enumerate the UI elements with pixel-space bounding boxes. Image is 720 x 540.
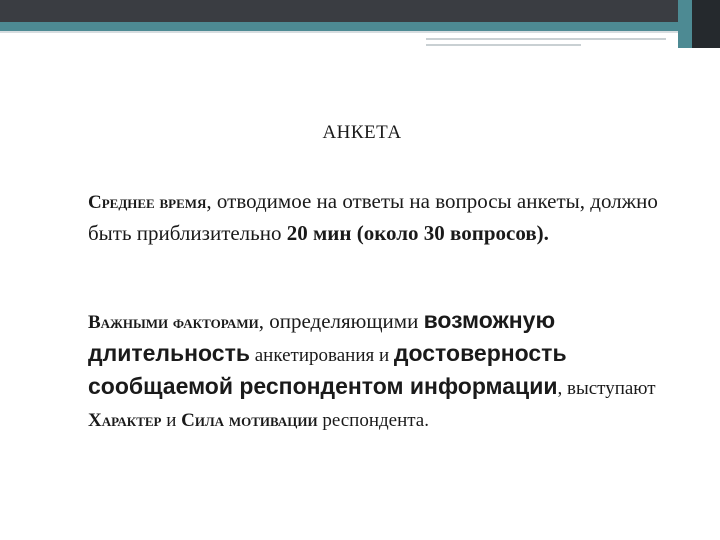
- p2-text-3: , выступают: [557, 378, 656, 399]
- p2-bold-reliability: достоверность сообщаемой респондентом информации: [88, 340, 567, 399]
- slide-title: [0, 122, 720, 144]
- term-character: Характер: [88, 410, 162, 431]
- corner-dark-block: [692, 0, 720, 48]
- slide-title-text: АНКЕТА: [322, 122, 402, 143]
- top-teal-bar: [0, 22, 720, 31]
- p2-bold-duration: возможную длительность: [88, 307, 556, 366]
- p2-text-2: анкетирования и: [250, 345, 394, 366]
- p1-text-1: , отводимое на ответы на вопросы анкеты, должно быть приблизительно: [88, 189, 658, 245]
- p2-text-4: и: [161, 410, 182, 431]
- p1-bold-duration: 20 мин (около 30 вопросов).: [286, 221, 549, 245]
- paragraph-important-factors: [88, 305, 688, 436]
- paragraph-average-time: [88, 186, 688, 248]
- corner-teal-block: [678, 0, 692, 48]
- p2-text-5: респондента.: [317, 410, 429, 431]
- top-dark-bar: [0, 0, 720, 22]
- top-light-bar: [0, 31, 720, 33]
- term-average-time: Среднее время: [88, 192, 207, 213]
- decor-line-1: [426, 38, 666, 40]
- p2-text-1: , определяющими: [258, 309, 424, 333]
- term-motivation-strength: Сила мотивации: [181, 410, 318, 431]
- decor-line-2: [426, 44, 581, 46]
- term-important-factors: Важными факторами: [88, 312, 259, 333]
